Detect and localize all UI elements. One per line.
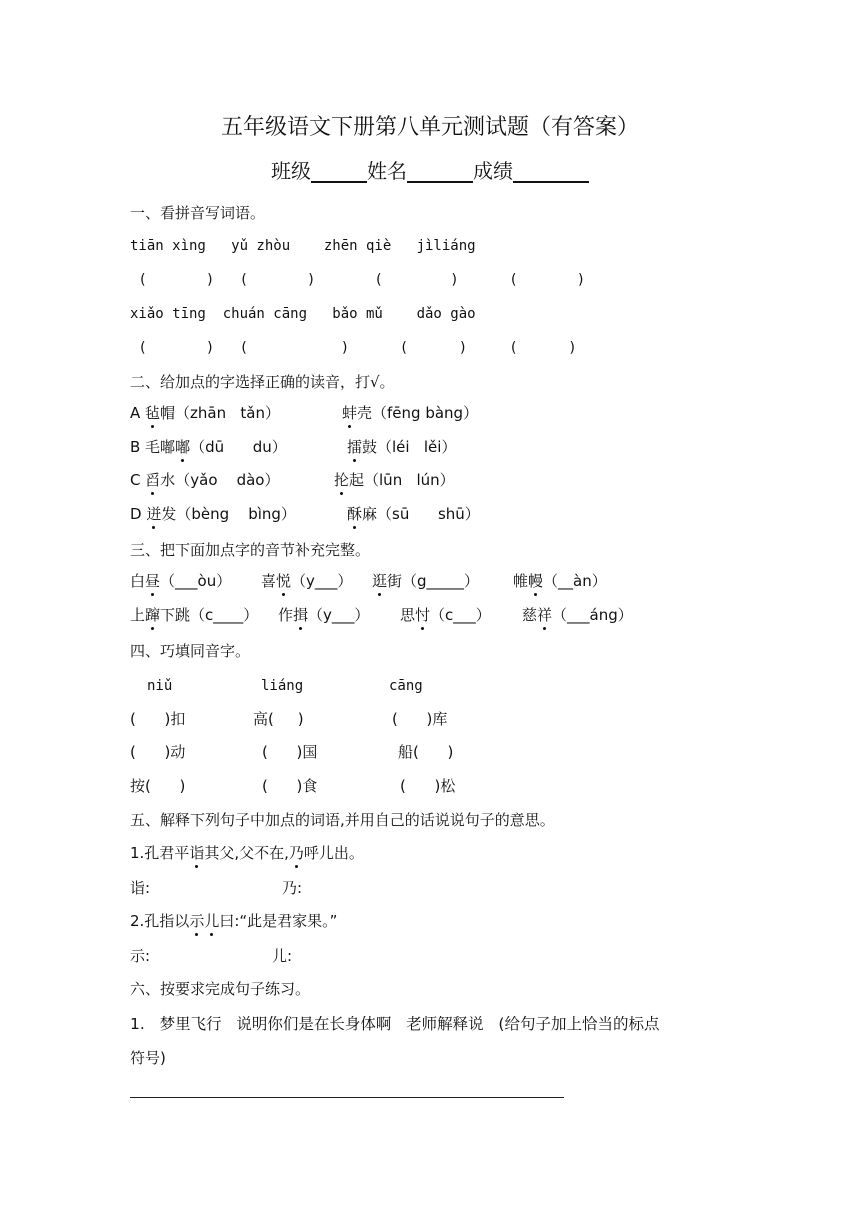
sentence-exercise-1-cont: 符号)	[130, 1049, 166, 1067]
answer-line[interactable]	[130, 1097, 564, 1098]
name-blank[interactable]	[407, 159, 473, 183]
reading-choice-row: A 毡帽（zhān tǎn）	[130, 404, 281, 422]
class-blank[interactable]	[311, 159, 367, 183]
score-blank[interactable]	[513, 159, 589, 183]
word-explain-label[interactable]: 诣:	[130, 879, 151, 897]
section-6-heading: 六、按要求完成句子练习。	[130, 980, 311, 998]
pinyin-label: liáng	[261, 678, 304, 694]
answer-blanks-row-1[interactable]: ( ) ( ) ( ) ( )	[130, 272, 586, 288]
homophone-blank[interactable]: 船( )	[398, 743, 454, 761]
homophone-blank[interactable]: 按( )	[130, 777, 186, 795]
name-label: 姓名	[367, 159, 407, 183]
classical-sentence-1: 1.孔君平诣其父,父不在,乃呼儿出。	[130, 844, 364, 862]
answer-blanks-row-2[interactable]: ( ) ( ) ( ) ( )	[130, 340, 577, 356]
syllable-item: 作揖（y___）	[278, 606, 370, 624]
class-label: 班级	[271, 159, 311, 183]
reading-choice-row: D 迸发（bèng bìng）	[130, 505, 296, 523]
reading-choice-row: B 毛嘟嘟（dū du）	[130, 438, 287, 456]
student-info-line	[0, 156, 860, 186]
pinyin-row-1: tiān xìng yǔ zhòu zhēn qiè jìliáng	[130, 238, 476, 254]
section-5-heading: 五、解释下列句子中加点的词语,并用自己的话说说句子的意思。	[130, 811, 555, 829]
classical-sentence-2: 2.孔指以示儿曰:“此是君家果。”	[130, 912, 338, 930]
homophone-blank[interactable]: 高( )	[253, 710, 304, 728]
word-explain-label[interactable]: 乃:	[282, 879, 303, 897]
homophone-blank[interactable]: ( )国	[262, 743, 318, 761]
reading-choice-row: C 舀水（yǎo dào）	[130, 471, 280, 489]
syllable-item: 白昼（___òu）	[130, 572, 232, 590]
word-explain-label[interactable]: 儿:	[272, 947, 293, 965]
syllable-item: 上蹿下跳（c____）	[130, 606, 259, 624]
syllable-item: 慈祥（___áng）	[522, 606, 633, 624]
document-title: 五年级语文下册第八单元测试题（有答案）	[220, 115, 639, 140]
homophone-blank[interactable]: ( )动	[130, 743, 186, 761]
section-3-heading: 三、把下面加点字的音节补充完整。	[130, 541, 371, 559]
homophone-blank[interactable]: ( )食	[262, 777, 318, 795]
sentence-exercise-1: 1. 梦里飞行 说明你们是在长身体啊 老师解释说 (给句子加上恰当的标点	[130, 1015, 660, 1033]
syllable-item: 思忖（c___）	[400, 606, 491, 624]
syllable-item: 帷幔（__àn）	[513, 572, 607, 590]
pinyin-label: niǔ	[147, 678, 173, 694]
word-explain-label[interactable]: 示:	[130, 947, 151, 965]
homophone-blank[interactable]: ( )库	[392, 710, 448, 728]
syllable-item: 喜悦（y___）	[261, 572, 353, 590]
reading-choice-row: 擂鼓（léi lěi）	[347, 438, 457, 456]
reading-choice-row: 酥麻（sū shū）	[347, 505, 480, 523]
homophone-blank[interactable]: ( )扣	[130, 710, 186, 728]
pinyin-row-2: xiǎo tīng chuán cāng bǎo mǔ dǎo gào	[130, 306, 476, 322]
section-2-heading: 二、给加点的字选择正确的读音，打√。	[130, 373, 395, 391]
reading-choice-row: 蚌壳（fēng bàng）	[342, 404, 479, 422]
homophone-blank[interactable]: ( )松	[400, 777, 456, 795]
score-label: 成绩	[473, 159, 513, 183]
pinyin-label: cāng	[389, 678, 423, 694]
section-1-heading: 一、看拼音写词语。	[130, 204, 266, 222]
section-4-heading: 四、巧填同音字。	[130, 642, 251, 660]
syllable-item: 逛街（g_____）	[372, 572, 480, 590]
reading-choice-row: 抡起（lūn lún）	[334, 471, 455, 489]
